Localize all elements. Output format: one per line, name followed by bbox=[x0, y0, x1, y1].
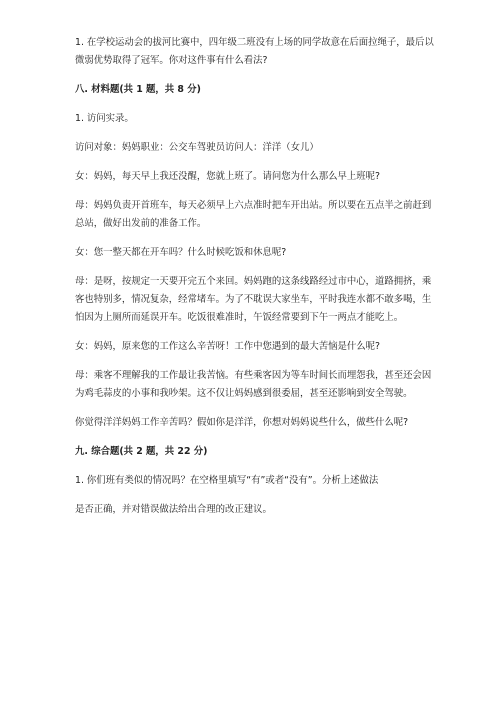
section-9-item-1-line-1: 1. 你们班有类似的情况吗？在空格里填写“有”或者“没有”。分析上述做法 bbox=[75, 475, 379, 486]
dialogue-paragraph: 母：是呀，按规定一天要开完五个来回。妈妈跑的这条线路经过市中心，道路拥挤，乘客也特别多，情况复杂，经常堵车。为了不耽误大家坐车，平时我连水都不敢多喝，生怕因为上厕所而延误开车。吃饭很难准时，午饭经常要到下午一两点才能吃上。 bbox=[75, 276, 432, 323]
section-8-heading: 八. 材料题(共 1 题，共 8 分) bbox=[75, 84, 201, 95]
question-7-1: 1. 在学校运动会的拔河比赛中，四年级二班没有上场的同学故意在后面拉绳子，最后以微弱优势取得了冠军。你对这件事有什么看法? bbox=[75, 37, 434, 66]
dialogue-paragraph: 女：妈妈，每天早上我还没醒，您就上班了。请问您为什么那么早上班呢? bbox=[75, 171, 380, 182]
dialogue-paragraph: 女：您一整天都在开车吗？什么时候吃饭和休息呢? bbox=[75, 247, 287, 258]
section-8-item-1-title: 1. 访问实录。 bbox=[75, 113, 134, 124]
section-9-item-1-line-2: 是否正确，并对错误做法给出合理的改正建议。 bbox=[75, 504, 272, 515]
section-9-heading: 九. 综合题(共 2 题，共 22 分) bbox=[75, 446, 208, 457]
dialogue-paragraph: 母：妈妈负责开首班车，每天必须早上六点准时把车开出站。所以要在五点半之前赶到总站，做好出发前的准备工作。 bbox=[75, 200, 432, 229]
dialogue-paragraph: 女：妈妈，原来您的工作这么辛苦呀！工作中您遇到的最大苦恼是什么呢? bbox=[75, 341, 380, 352]
section-8-question: 你觉得洋洋妈妈工作辛苦吗？假如你是洋洋，你想对妈妈说些什么，做些什么呢? bbox=[75, 417, 409, 428]
dialogue-paragraph: 母：乘客不理解我的工作最让我苦恼。有些乘客因为等车时间长而埋怨我，甚至还会因为鸡毛蒜皮的小事和我吵架。这不仅让妈妈感到很委屈，甚至还影响到安全驾驶。 bbox=[75, 370, 432, 399]
interview-info: 访问对象：妈妈职业：公交车驾驶员访问人：洋洋（女儿） bbox=[75, 142, 319, 153]
